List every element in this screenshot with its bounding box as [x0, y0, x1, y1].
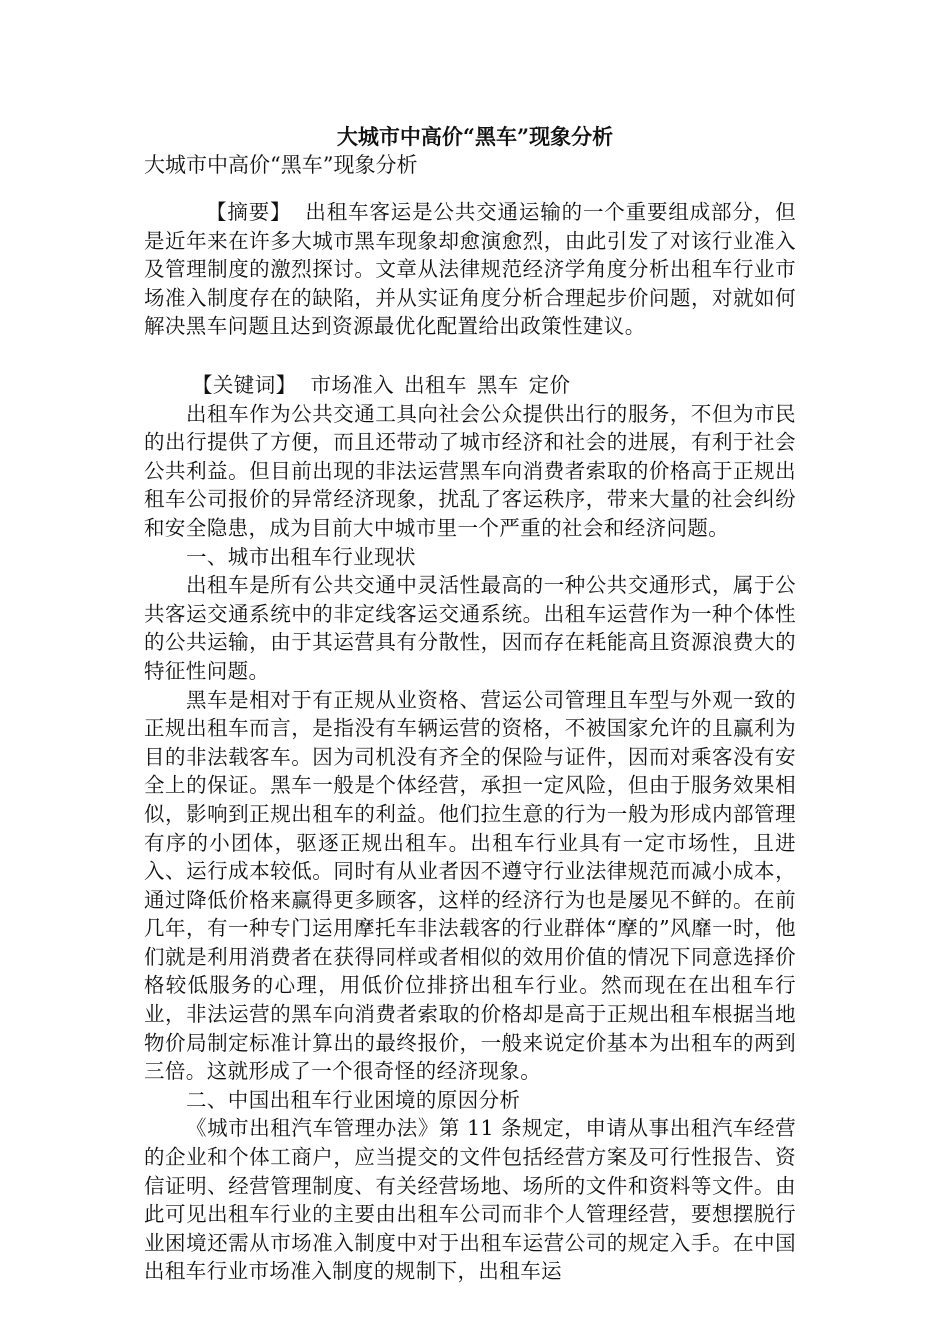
- section-heading: 二、中国出租车行业困境的原因分析: [186, 1087, 521, 1112]
- body-paragraph: 出租车是所有公共交通中灵活性最高的一种公共交通形式，属于公共客运交通系统中的非定线客运交通系统。出租车运营作为一种个体性的公共运输，由于其运营具有分散性，因而存在耗能高且资源浪费大的特征性问题。: [144, 573, 796, 683]
- keyword-item: 定价: [528, 373, 571, 397]
- keyword-item: 出租车: [404, 373, 467, 397]
- abstract-label: 【摘要】: [206, 200, 292, 224]
- document-body: [144, 371, 796, 1286]
- body-paragraph: 出租车作为公共交通工具向社会公众提供出行的服务，不但为市民的出行提供了方便，而且还带动了城市经济和社会的进展，有利于社会公共利益。但目前出现的非法运营黑车向消费者索取的价格高于正规出租车公司报价的异常经济现象，扰乱了客运秩序，带来大量的社会纠纷和安全隐患，成为目前大中城市里一个严重的社会和经济问题。: [144, 401, 796, 540]
- keywords-line: [144, 371, 796, 400]
- keyword-item: 市场准入: [310, 373, 395, 397]
- keyword-item: 黑车: [476, 373, 519, 397]
- abstract-paragraph: [144, 198, 796, 341]
- document-subtitle: 大城市中高价“黑车”现象分析: [144, 153, 418, 177]
- abstract-text: 出租车客运是公共交通运输的一个重要组成部分，但是近年来在许多大城市黑车现象却愈演愈烈，由此引发了对该行业准入及管理制度的激烈探讨。文章从法律规范经济学角度分析出租车行业市场准入制度存在的缺陷，并从实证角度分析合理起步价问题，对就如何解决黑车问题且达到资源最优化配置给出政策性建议。: [144, 200, 796, 339]
- section-heading: 一、城市出租车行业现状: [186, 544, 416, 569]
- keywords-label: 【关键词】: [192, 373, 297, 397]
- body-paragraph: 黑车是相对于有正规从业资格、营运公司管理且车型与外观一致的正规出租车而言，是指没有车辆运营的资格，不被国家允许的且赢利为目的非法载客车。因为司机没有齐全的保险与证件，因而对乘客没有安全上的保证。黑车一般是个体经营，承担一定风险，但由于服务效果相似，影响到正规出租车的利益。他们拉生意的行为一般为形成内部管理有序的小团体，驱逐正规出租车。出租车行业具有一定市场性，且进入、运行成本较低。同时有从业者因不遵守行业法律规范而减小成本，通过降低价格来赢得更多顾客，这样的经济行为也是屡见不鲜的。在前几年，有一种专门运用摩托车非法载客的行业群体“摩的”风靡一时，他们就是利用消费者在获得同样或者相似的效用价值的情况下同意选择价格较低服务的心理，用低价位排挤出租车行业。然而现在在出租车行业，非法运营的黑车向消费者索取的价格却是高于正规出租车根据当地物价局制定标准计算出的最终报价，一般来说定价基本为出租车的两到三倍。这就形成了一个很奇怪的经济现象。: [144, 687, 796, 1084]
- body-paragraph: 《城市出租汽车管理办法》第 11 条规定，申请从事出租汽车经营的企业和个体工商户，应当提交的文件包括经营方案及可行性报告、资信证明、经营管理制度、有关经营场地、场所的文件和资料等文件。由此可见出租车行业的主要由出租车公司而非个人管理经营，要想摆脱行业困境还需从市场准入制度中对于出租车运营公司的规定入手。在中国出租车行业市场准入制度的规制下，出租车运: [144, 1116, 796, 1284]
- document-title: 大城市中高价“黑车”现象分析: [336, 124, 614, 149]
